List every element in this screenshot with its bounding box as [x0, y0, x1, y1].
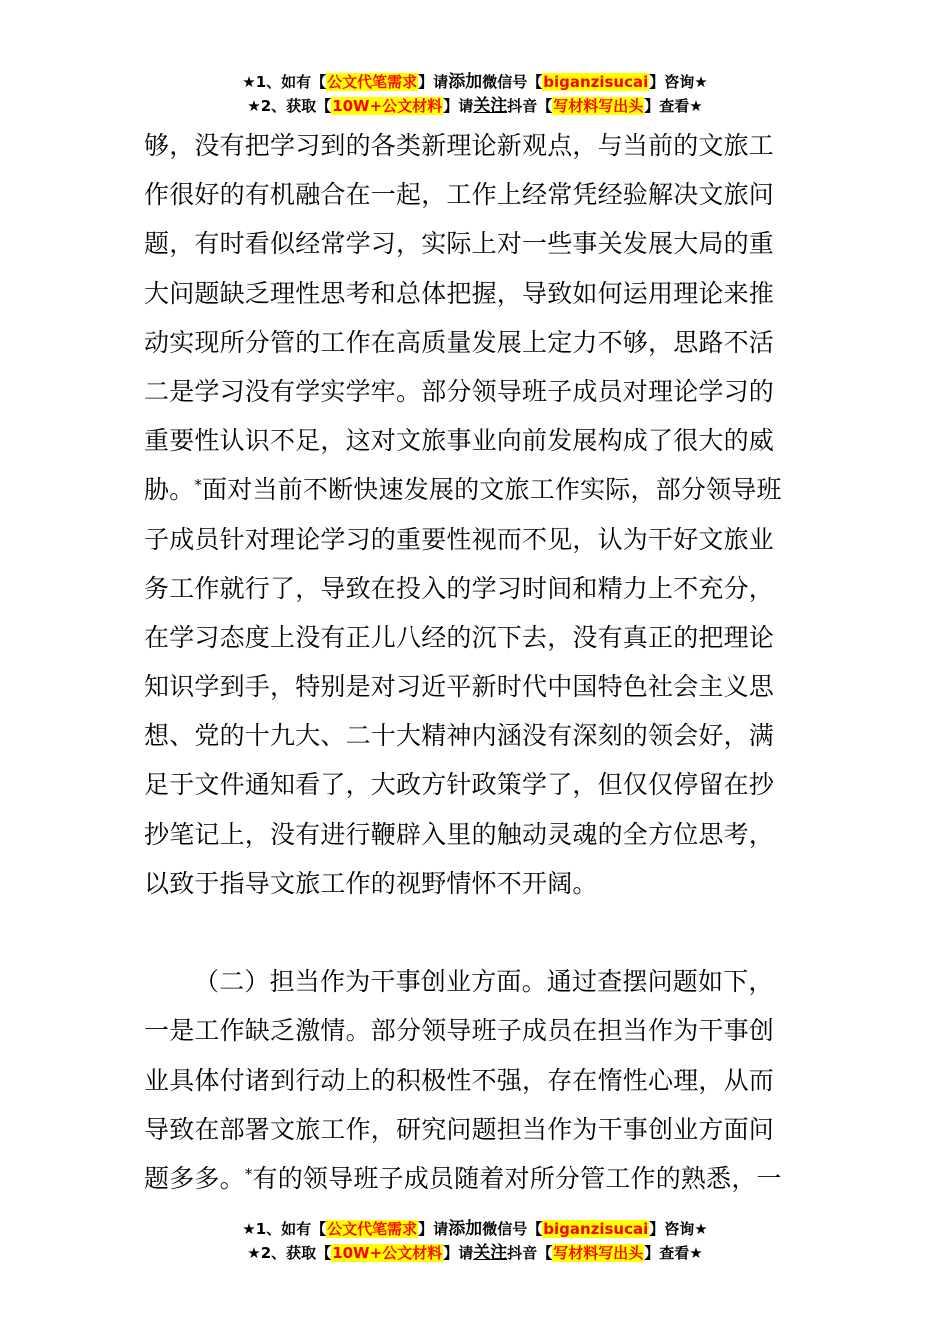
- highlight-douyin-id: 写材料写出头: [553, 1244, 644, 1262]
- star-mark: *: [244, 1164, 253, 1183]
- body-line: 胁。*面对当前不断快速发展的文旅工作实际，部分领导班: [144, 475, 782, 505]
- body-line: 大问题缺乏理性思考和总体把握，导致如何运用理论来推: [144, 278, 775, 308]
- highlight-materials: 10W+公文材料: [332, 1244, 443, 1262]
- banner-line-1: ★1、如有【公文代笔需求】请添加微信号【biganzisucai】咨询★: [242, 72, 708, 92]
- paragraph-gap: [144, 908, 824, 957]
- body-line: 以致于指导文旅工作的视野情怀不开阔。: [144, 868, 598, 898]
- section-heading-line: （二）担当作为干事创业方面。通过查摆问题如下，: [194, 967, 774, 997]
- body-line: 足于文件通知看了，大政方针政策学了，但仅仅停留在抄: [144, 770, 775, 800]
- top-banner: [0, 70, 950, 118]
- body-line: 二是学习没有学实学牢。部分领导班子成员对理论学习的: [144, 376, 775, 406]
- banner-line-2: ★2、获取【10W+公文材料】请关注抖音【写材料写出头】查看★: [247, 96, 703, 116]
- body-line: 动实现所分管的工作在高质量发展上定力不够，思路不活: [144, 327, 775, 357]
- body-line: 导致在部署文旅工作，研究问题担当作为干事创业方面问: [144, 1114, 775, 1144]
- highlight-douyin-id: 写材料写出头: [553, 97, 644, 115]
- body-line: 想、党的十九大、二十大精神内涵没有深刻的领会好，满: [144, 721, 775, 751]
- body-line: 题，有时看似经常学习，实际上对一些事关发展大局的重: [144, 229, 775, 259]
- highlight-materials: 10W+公文材料: [332, 97, 443, 115]
- body-line: 业具体付诸到行动上的积极性不强，存在惰性心理，从而: [144, 1065, 775, 1095]
- highlight-wechat-id: biganzisucai: [543, 73, 649, 91]
- body-line: 一是工作缺乏激情。部分领导班子成员在担当作为干事创: [144, 1016, 775, 1046]
- document-body: [144, 121, 824, 1203]
- body-line: 务工作就行了，导致在投入的学习时间和精力上不充分，: [144, 573, 775, 603]
- body-line: 作很好的有机融合在一起，工作上经常凭经验解决文旅问: [144, 180, 775, 210]
- bottom-banner: [0, 1217, 950, 1265]
- body-line: 够，没有把学习到的各类新理论新观点，与当前的文旅工: [144, 131, 775, 160]
- highlight-wechat-id: biganzisucai: [543, 1220, 649, 1238]
- body-line: 子成员针对理论学习的重要性视而不见，认为干好文旅业: [144, 524, 775, 554]
- body-line: 重要性认识不足，这对文旅事业向前发展构成了很大的威: [144, 426, 775, 456]
- body-line: 知识学到手，特别是对习近平新时代中国特色社会主义思: [144, 672, 775, 702]
- banner-line-2: ★2、获取【10W+公文材料】请关注抖音【写材料写出头】查看★: [247, 1243, 703, 1263]
- highlight-service: 公文代笔需求: [327, 73, 418, 91]
- body-line: 抄笔记上，没有进行鞭辟入里的触动灵魂的全方位思考，: [144, 819, 775, 849]
- highlight-service: 公文代笔需求: [327, 1220, 418, 1238]
- banner-line-1: ★1、如有【公文代笔需求】请添加微信号【biganzisucai】咨询★: [242, 1219, 708, 1239]
- star-mark: *: [194, 476, 203, 495]
- body-line: 题多多。*有的领导班子成员随着对所分管工作的熟悉，一: [144, 1163, 782, 1193]
- body-line: 在学习态度上没有正儿八经的沉下去，没有真正的把理论: [144, 622, 775, 652]
